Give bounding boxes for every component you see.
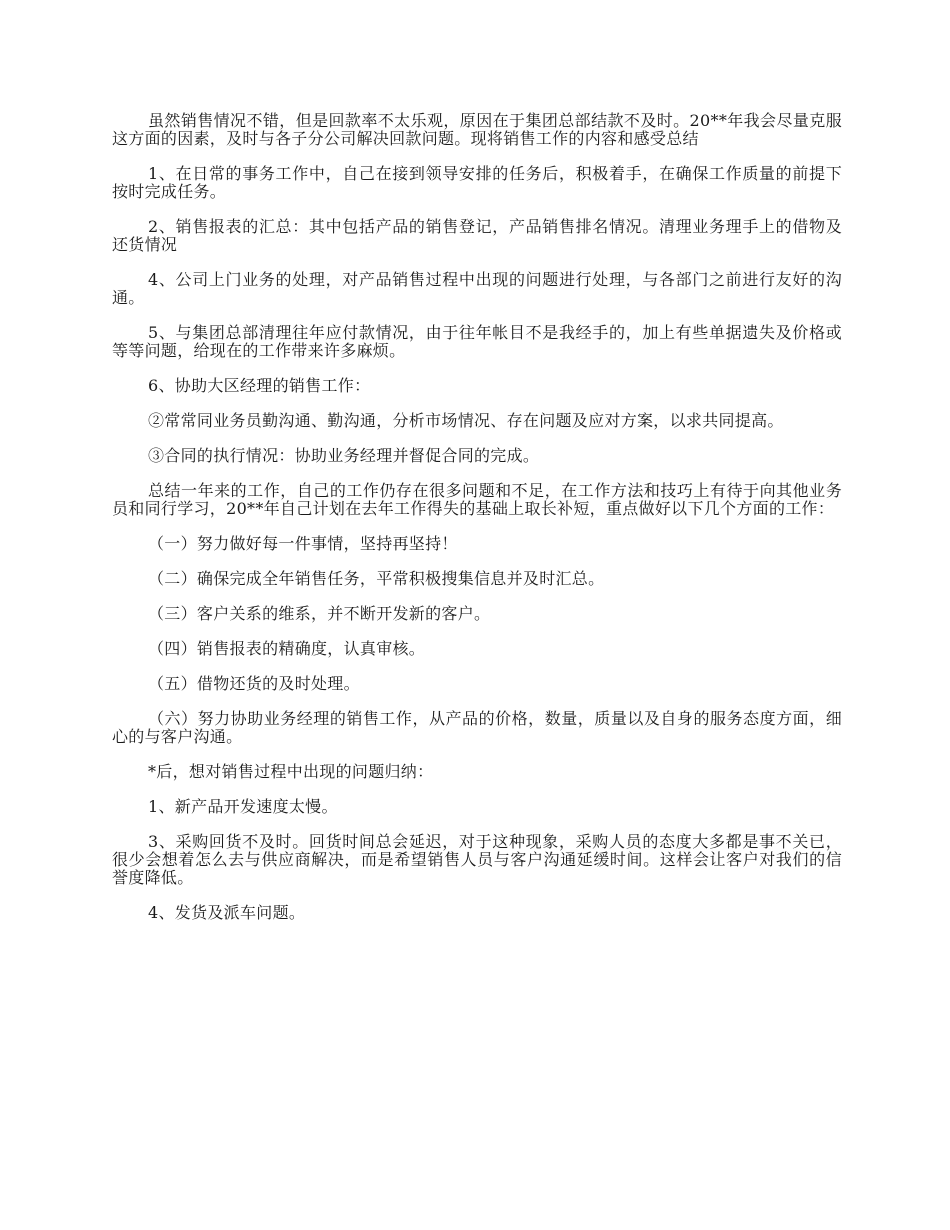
paragraph-item-6: 6、协助大区经理的销售工作： xyxy=(148,376,371,395)
paragraph-item-1: 1、在日常的事务工作中，自己在接到领导安排的任务后，积极着手，在确保工作质量的前提下按时完成任务。 xyxy=(112,164,842,201)
paragraph-item-5: 5、与集团总部清理往年应付款情况，由于往年帐目不是我经手的，加上有些单据遗失及价格或等等问题，给现在的工作带来许多麻烦。 xyxy=(112,323,842,360)
paragraph-plan-2: （二）确保完成全年销售任务，平常积极搜集信息并及时汇总。 xyxy=(148,569,605,588)
paragraph-problem-4: 4、发货及派车问题。 xyxy=(148,903,306,922)
paragraph-problem-1: 1、新产品开发速度太慢。 xyxy=(148,797,338,816)
paragraph-plan-6: （六）努力协助业务经理的销售工作，从产品的价格，数量，质量以及自身的服务态度方面，细心的与客户沟通。 xyxy=(112,709,842,746)
paragraph-item-4: 4、公司上门业务的处理，对产品销售过程中出现的问题进行处理，与各部门之前进行友好的沟通。 xyxy=(112,270,842,307)
paragraph-plan-1: （一）努力做好每一件事情，坚持再坚持！ xyxy=(148,534,458,553)
paragraph-subitem-3: ③合同的执行情况：协助业务经理并督促合同的完成。 xyxy=(148,446,540,465)
paragraph-item-2: 2、销售报表的汇总：其中包括产品的销售登记，产品销售排名情况。清理业务理手上的借物及还货情况 xyxy=(112,217,842,254)
paragraph-subitem-2: ②常常同业务员勤沟通、勤沟通，分析市场情况、存在问题及应对方案，以求共同提高。 xyxy=(148,411,784,430)
paragraph-summary: 总结一年来的工作，自己的工作仍存在很多问题和不足，在工作方法和技巧上有待于向其他业务员和同行学习，20**年自己计划在去年工作得失的基础上取长补短，重点做好以下几个方面的工作： xyxy=(112,481,842,518)
paragraph-plan-4: （四）销售报表的精确度，认真审核。 xyxy=(148,639,426,658)
paragraph-plan-3: （三）客户关系的维系，并不断开发新的客户。 xyxy=(148,604,491,623)
document-body xyxy=(112,112,842,939)
paragraph-problems-intro: *后，想对销售过程中出现的问题归纳： xyxy=(148,762,434,781)
paragraph-plan-5: （五）借物还货的及时处理。 xyxy=(148,674,360,693)
paragraph-problem-3: 3、采购回货不及时。回货时间总会延迟，对于这种现象，采购人员的态度大多都是事不关已，很少会想着怎么去与供应商解决，而是希望销售人员与客户沟通延缓时间。这样会让客户对我们的信誉度降低。 xyxy=(112,832,842,887)
paragraph-intro: 虽然销售情况不错，但是回款率不太乐观，原因在于集团总部结款不及时。20**年我会尽量克服这方面的因素，及时与各子分公司解决回款问题。现将销售工作的内容和感受总结 xyxy=(112,111,842,148)
